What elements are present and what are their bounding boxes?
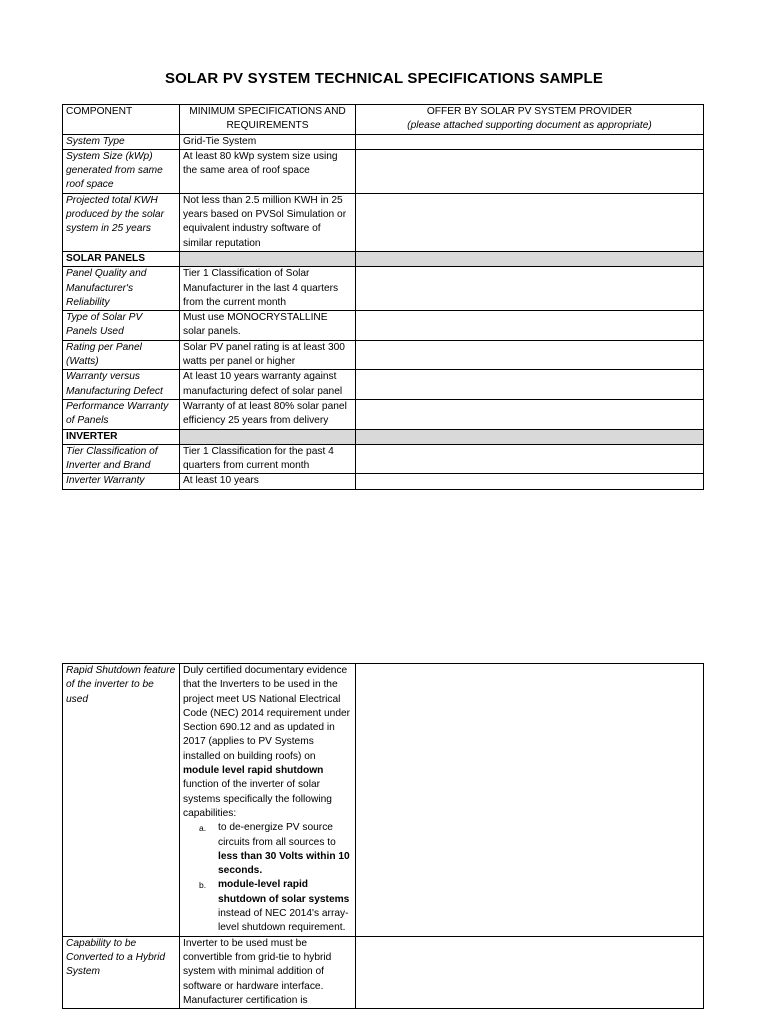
offer-cell[interactable]: [356, 340, 704, 370]
offer-cell[interactable]: [356, 474, 704, 489]
capabilities-list: [183, 821, 352, 935]
component-cell: Inverter Warranty: [63, 474, 180, 489]
spec-bold-text: module level rapid shutdown: [183, 765, 324, 777]
header-offer-note: (please attached supporting document as appropriate): [407, 120, 652, 132]
section-label: SOLAR PANELS: [63, 251, 180, 266]
section-fill: [356, 251, 704, 266]
component-cell: Performance Warranty of Panels: [63, 399, 180, 429]
table-row: [63, 664, 704, 937]
spec-cell: [180, 664, 356, 937]
table-row: [63, 370, 704, 400]
header-offer-label: OFFER BY SOLAR PV SYSTEM PROVIDER: [426, 106, 633, 117]
component-cell: Rapid Shutdown feature of the inverter to be used: [63, 664, 180, 937]
table-row: [63, 134, 704, 149]
table-row: [63, 149, 704, 193]
specifications-table: [62, 104, 704, 490]
section-fill: [180, 251, 356, 266]
offer-cell[interactable]: [356, 134, 704, 149]
list-marker: b.: [199, 880, 207, 891]
list-marker: a.: [199, 823, 207, 834]
offer-cell[interactable]: [356, 149, 704, 193]
offer-cell[interactable]: [356, 370, 704, 400]
spec-cell: Not less than 2.5 million KWH in 25 years based on PVSol Simulation or equivalent industry software of similar reputation: [180, 193, 356, 251]
table-row: [63, 399, 704, 429]
spec-text: function of the inverter of solar systems specifically the following capabilities:: [183, 779, 332, 819]
spec-text: Duly certified documentary evidence that the Inverters to be used in the project meet US National Electrical Code (NEC) 2014 requirement under Section 690.12 and as updated in 2017 (applies to PV Systems installed on building roofs) on: [183, 665, 351, 762]
table-row: [63, 267, 704, 311]
list-item: [199, 878, 352, 935]
table-row: [63, 340, 704, 370]
offer-cell[interactable]: [356, 664, 704, 937]
spec-cell: Solar PV panel rating is at least 300 watts per panel or higher: [180, 340, 356, 370]
list-bold-text: less than 30 Volts within 10 seconds.: [218, 850, 350, 877]
list-text: to de-energize PV source circuits from all sources to: [218, 822, 336, 848]
section-fill: [180, 429, 356, 444]
table-row: [63, 311, 704, 341]
offer-cell[interactable]: [356, 267, 704, 311]
page-title: SOLAR PV SYSTEM TECHNICAL SPECIFICATIONS SAMPLE: [164, 70, 604, 87]
list-item: [199, 821, 352, 878]
table-row: [63, 444, 704, 474]
component-cell: System Type: [63, 134, 180, 149]
component-cell: Projected total KWH produced by the solar system in 25 years: [63, 193, 180, 251]
spec-cell: Inverter to be used must be convertible from grid-tie to hybrid system with minimal addition of software or hardware interface. Manufacturer certification is: [180, 936, 356, 1008]
section-row-inverter: [63, 429, 704, 444]
section-label: INVERTER: [63, 429, 180, 444]
component-cell: Rating per Panel (Watts): [63, 340, 180, 370]
component-cell: Warranty versus Manufacturing Defect: [63, 370, 180, 400]
spec-cell: Tier 1 Classification for the past 4 quarters from current month: [180, 444, 356, 474]
table-header-row: [63, 105, 704, 135]
table-row: [63, 193, 704, 251]
list-bold-text: module-level rapid shutdown of solar systems: [218, 879, 350, 905]
offer-cell[interactable]: [356, 193, 704, 251]
list-text: instead of NEC 2014's array-level shutdown requirement.: [218, 908, 349, 934]
component-cell: Panel Quality and Manufacturer's Reliability: [63, 267, 180, 311]
header-offer: [356, 105, 704, 135]
table-row: [63, 936, 704, 1008]
header-component: COMPONENT: [63, 105, 180, 135]
specifications-table-continued: [62, 663, 704, 1009]
component-cell: Type of Solar PV Panels Used: [63, 311, 180, 341]
spec-cell: At least 10 years: [180, 474, 356, 489]
spec-cell: At least 10 years warranty against manufacturing defect of solar panel: [180, 370, 356, 400]
spec-cell: At least 80 kWp system size using the same area of roof space: [180, 149, 356, 193]
offer-cell[interactable]: [356, 936, 704, 1008]
spec-cell: Grid-Tie System: [180, 134, 356, 149]
component-cell: System Size (kWp) generated from same roof space: [63, 149, 180, 193]
offer-cell[interactable]: [356, 399, 704, 429]
spec-cell: Warranty of at least 80% solar panel efficiency 25 years from delivery: [180, 399, 356, 429]
table-row: [63, 474, 704, 489]
header-min-spec: MINIMUM SPECIFICATIONS AND REQUIREMENTS: [180, 105, 356, 135]
component-cell: Capability to be Converted to a Hybrid System: [63, 936, 180, 1008]
component-cell: Tier Classification of Inverter and Brand: [63, 444, 180, 474]
offer-cell[interactable]: [356, 311, 704, 341]
section-row-solar-panels: [63, 251, 704, 266]
section-fill: [356, 429, 704, 444]
offer-cell[interactable]: [356, 444, 704, 474]
spec-cell: Tier 1 Classification of Solar Manufacturer in the last 4 quarters from the current month: [180, 267, 356, 311]
spec-cell: Must use MONOCRYSTALLINE solar panels.: [180, 311, 356, 341]
